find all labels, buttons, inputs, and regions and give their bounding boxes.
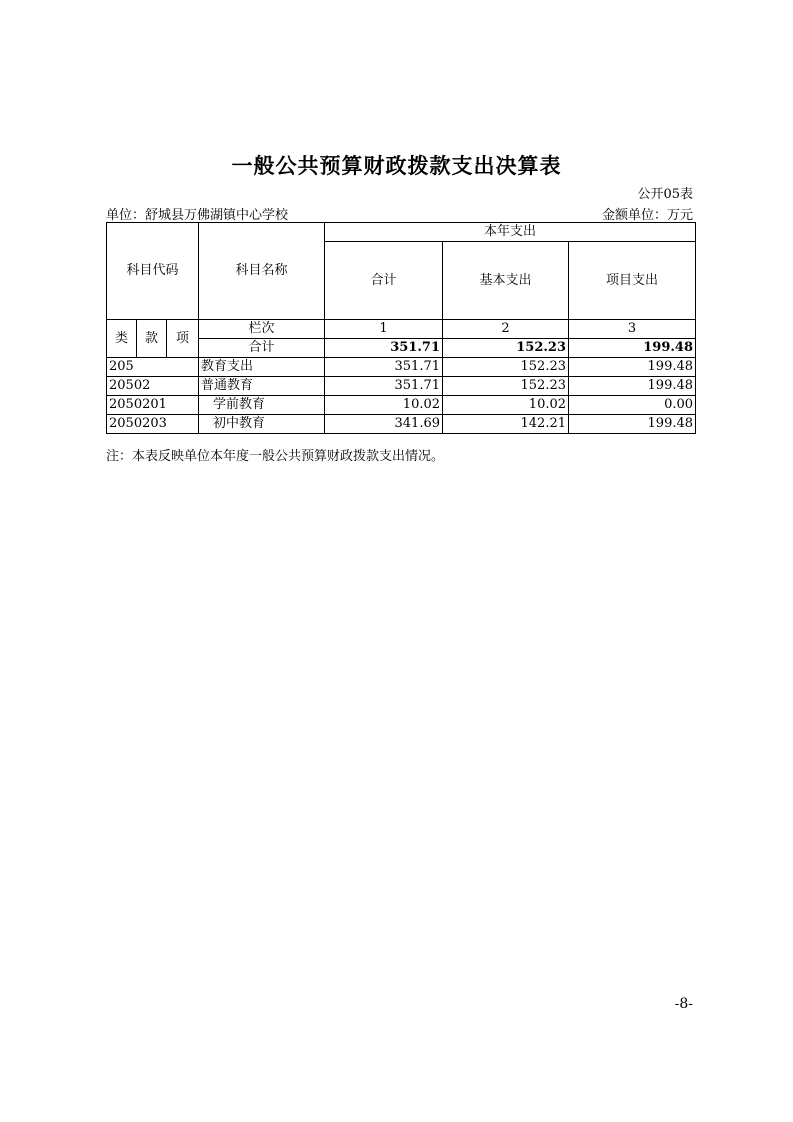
col-index-1: 1 bbox=[325, 320, 443, 339]
page-number: -8- bbox=[674, 996, 693, 1012]
header-kuan: 款 bbox=[137, 320, 167, 358]
header-current-year: 本年支出 bbox=[325, 223, 696, 242]
row-name: 学前教育 bbox=[199, 396, 325, 415]
row-project: 199.48 bbox=[569, 415, 696, 434]
row-code: 2050201 bbox=[107, 396, 199, 415]
unit-label: 单位：舒城县万佛湖镇中心学校 bbox=[106, 208, 289, 223]
row-project: 199.48 bbox=[569, 358, 696, 377]
row-code: 2050203 bbox=[107, 415, 199, 434]
table-row bbox=[107, 358, 696, 377]
total-row-project: 199.48 bbox=[569, 339, 696, 358]
table-row bbox=[107, 377, 696, 396]
amount-unit-label: 金额单位：万元 bbox=[601, 208, 693, 223]
row-total: 351.71 bbox=[325, 377, 443, 396]
total-row-total: 351.71 bbox=[325, 339, 443, 358]
row-total: 351.71 bbox=[325, 358, 443, 377]
row-total: 10.02 bbox=[325, 396, 443, 415]
row-name: 初中教育 bbox=[199, 415, 325, 434]
total-row-basic: 152.23 bbox=[443, 339, 569, 358]
form-number: 公开05表 bbox=[637, 187, 693, 202]
header-basic: 基本支出 bbox=[443, 242, 569, 320]
row-basic: 10.02 bbox=[443, 396, 569, 415]
col-index-2: 2 bbox=[443, 320, 569, 339]
row-name: 教育支出 bbox=[199, 358, 325, 377]
table-row bbox=[107, 396, 696, 415]
header-xiang: 项 bbox=[167, 320, 199, 358]
row-basic: 152.23 bbox=[443, 358, 569, 377]
header-project: 项目支出 bbox=[569, 242, 696, 320]
col-index-3: 3 bbox=[569, 320, 696, 339]
row-basic: 142.21 bbox=[443, 415, 569, 434]
row-project: 199.48 bbox=[569, 377, 696, 396]
header-subject-name: 科目名称 bbox=[199, 223, 325, 320]
row-project: 0.00 bbox=[569, 396, 696, 415]
row-name: 普通教育 bbox=[199, 377, 325, 396]
table-row bbox=[107, 415, 696, 434]
expenditure-table bbox=[106, 222, 696, 434]
row-code: 20502 bbox=[107, 377, 199, 396]
header-subject-code: 科目代码 bbox=[107, 223, 199, 320]
row-total: 341.69 bbox=[325, 415, 443, 434]
row-basic: 152.23 bbox=[443, 377, 569, 396]
col-index-label: 栏次 bbox=[199, 320, 325, 339]
table-note: 注：本表反映单位本年度一般公共预算财政拨款支出情况。 bbox=[106, 449, 445, 464]
total-row-name: 合计 bbox=[199, 339, 325, 358]
page-title: 一般公共预算财政拨款支出决算表 bbox=[231, 153, 562, 178]
row-code: 205 bbox=[107, 358, 199, 377]
header-lei: 类 bbox=[107, 320, 137, 358]
header-total: 合计 bbox=[325, 242, 443, 320]
